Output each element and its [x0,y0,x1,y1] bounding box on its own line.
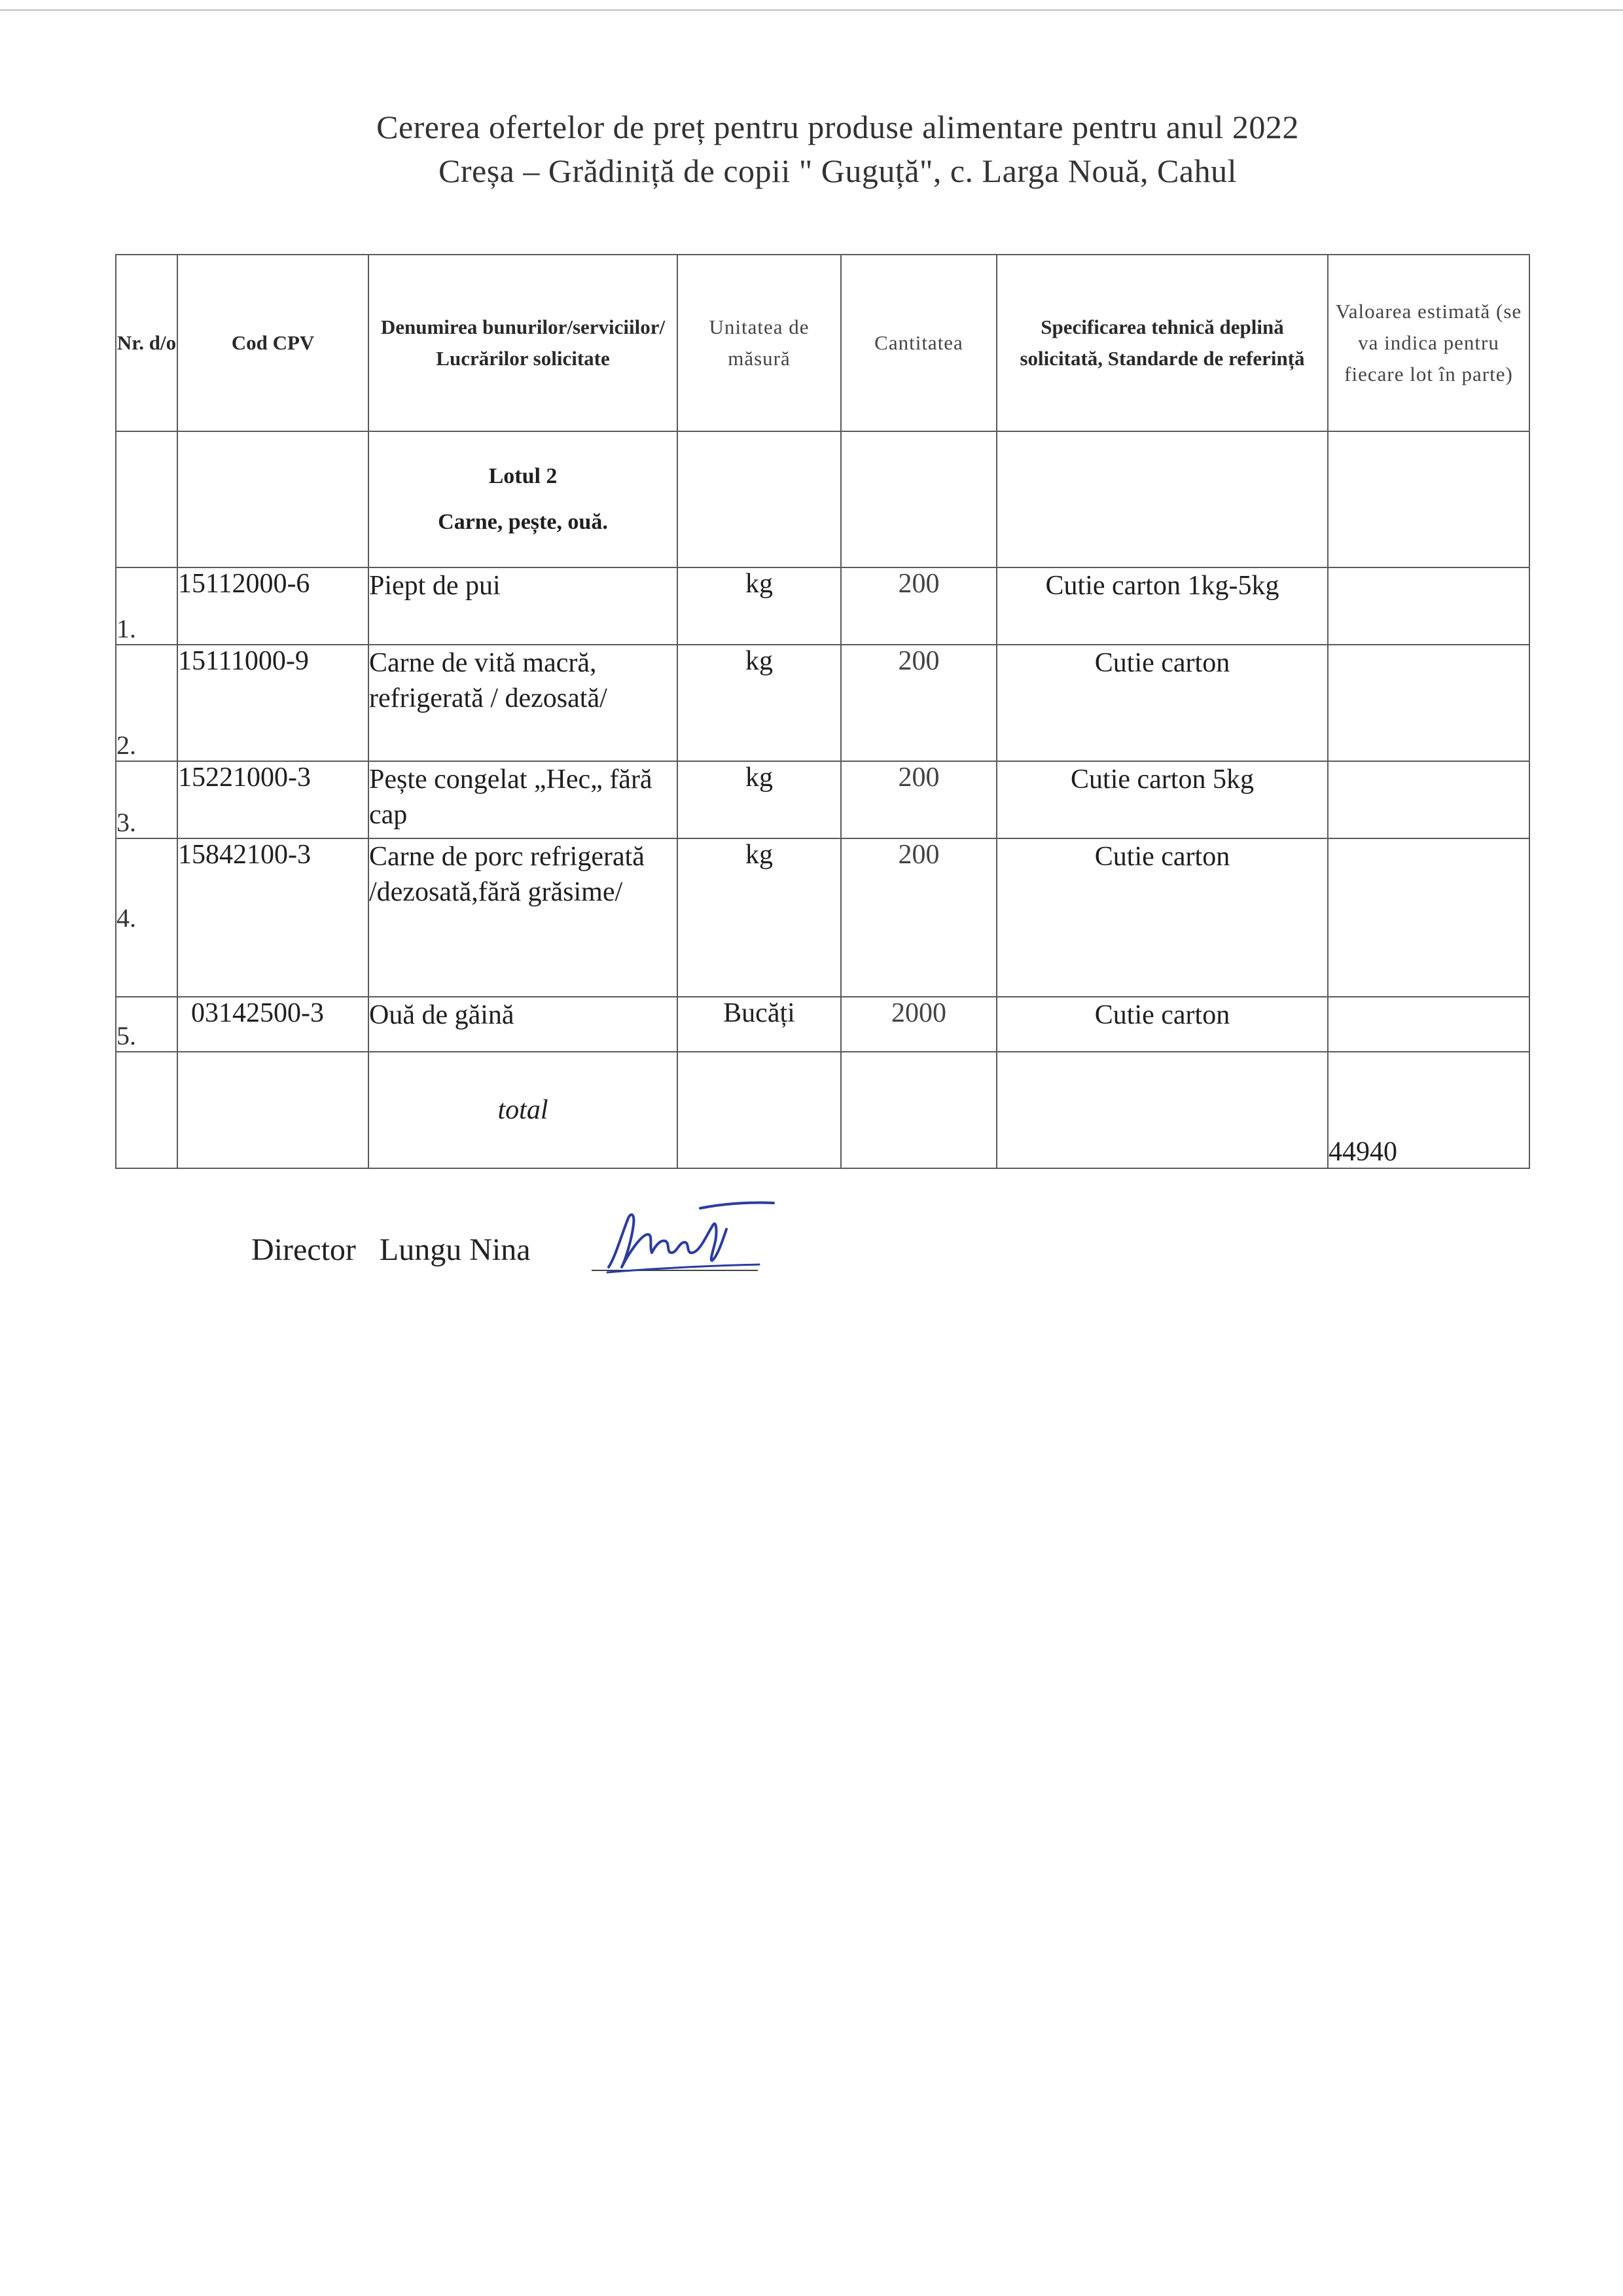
row-nr: 5. [116,997,177,1052]
row-cod-cpv: 15111000-9 [177,645,368,761]
row-valoarea [1328,567,1529,645]
row-denumirea: Carne de porc refrigerată /dezosată,fără grăsime/ [368,838,677,997]
table-row [116,761,1529,838]
row-unitatea: kg [677,838,841,997]
row-cantitatea: 2000 [841,997,997,1052]
header-cod-cpv: Cod CPV [177,255,368,431]
row-denumirea: Ouă de găină [368,997,677,1052]
row-valoarea [1328,997,1529,1052]
table-row [116,645,1529,761]
document-subtitle: Creșa – Grădiniță de copii " Guguță", c. Larga Nouă, Cahul [438,152,1237,189]
row-nr: 2. [116,645,177,761]
offer-table [115,254,1530,1169]
header-valoarea: Valoarea estimată (se va indica pentru fiecare lot în parte) [1328,255,1529,431]
total-value: 44940 [1328,1052,1529,1168]
header-nr: Nr. d/o [116,255,177,431]
document-title: Cererea ofertelor de preț pentru produse alimentare pentru anul 2022 [376,109,1299,145]
lot-subtitle: Carne, pește, ouă. [438,510,608,534]
signature [602,1195,798,1287]
lot-row [116,431,1529,567]
lot-empty-cell [677,431,841,567]
row-denumirea: Pește congelat „Hec„ fără cap [368,761,677,838]
row-specificarea: Cutie carton [997,645,1328,761]
row-cod-cpv: 15842100-3 [177,838,368,997]
lot-empty-cell [1328,431,1529,567]
row-valoarea [1328,761,1529,838]
lot-empty-cell [997,431,1328,567]
row-denumirea: Carne de vită macră, refrigerată / dezosată/ [368,645,677,761]
row-unitatea: kg [677,567,841,645]
lot-empty-cell [177,431,368,567]
total-empty-cell [841,1052,997,1168]
row-cod-cpv: 03142500-3 [177,997,368,1052]
total-label: total [368,1052,677,1168]
table-header-row [116,255,1529,431]
header-cantitatea: Cantitatea [841,255,997,431]
table-row [116,838,1529,997]
lot-title-cell [368,431,677,567]
lot-name: Lotul 2 [488,464,558,488]
total-row [116,1052,1529,1168]
row-nr: 1. [116,567,177,645]
row-valoarea [1328,838,1529,997]
director-name: Director Lungu Nina [251,1232,531,1267]
total-empty-cell [177,1052,368,1168]
row-unitatea: kg [677,761,841,838]
table-row [116,997,1529,1052]
row-cantitatea: 200 [841,838,997,997]
row-specificarea: Cutie carton [997,838,1328,997]
row-cantitatea: 200 [841,567,997,645]
header-specificarea: Specificarea tehnică deplină solicitată, Standarde de referință [997,255,1328,431]
row-unitatea: kg [677,645,841,761]
total-empty-cell [116,1052,177,1168]
row-nr: 3. [116,761,177,838]
row-cantitatea: 200 [841,645,997,761]
row-denumirea: Piept de pui [368,567,677,645]
row-nr: 4. [116,838,177,997]
header-unitatea: Unitatea de măsură [677,255,841,431]
total-empty-cell [677,1052,841,1168]
page-top-edge [0,9,1623,11]
row-valoarea [1328,645,1529,761]
row-cantitatea: 200 [841,761,997,838]
total-empty-cell [997,1052,1328,1168]
row-specificarea: Cutie carton 1kg-5kg [997,567,1328,645]
row-specificarea: Cutie carton [997,997,1328,1052]
lot-empty-cell [116,431,177,567]
row-specificarea: Cutie carton 5kg [997,761,1328,838]
header-denumirea: Denumirea bunurilor/serviciilor/ Lucrărilor solicitate [368,255,677,431]
row-cod-cpv: 15112000-6 [177,567,368,645]
row-unitatea: Bucăți [677,997,841,1052]
table-row [116,567,1529,645]
lot-empty-cell [841,431,997,567]
row-cod-cpv: 15221000-3 [177,761,368,838]
